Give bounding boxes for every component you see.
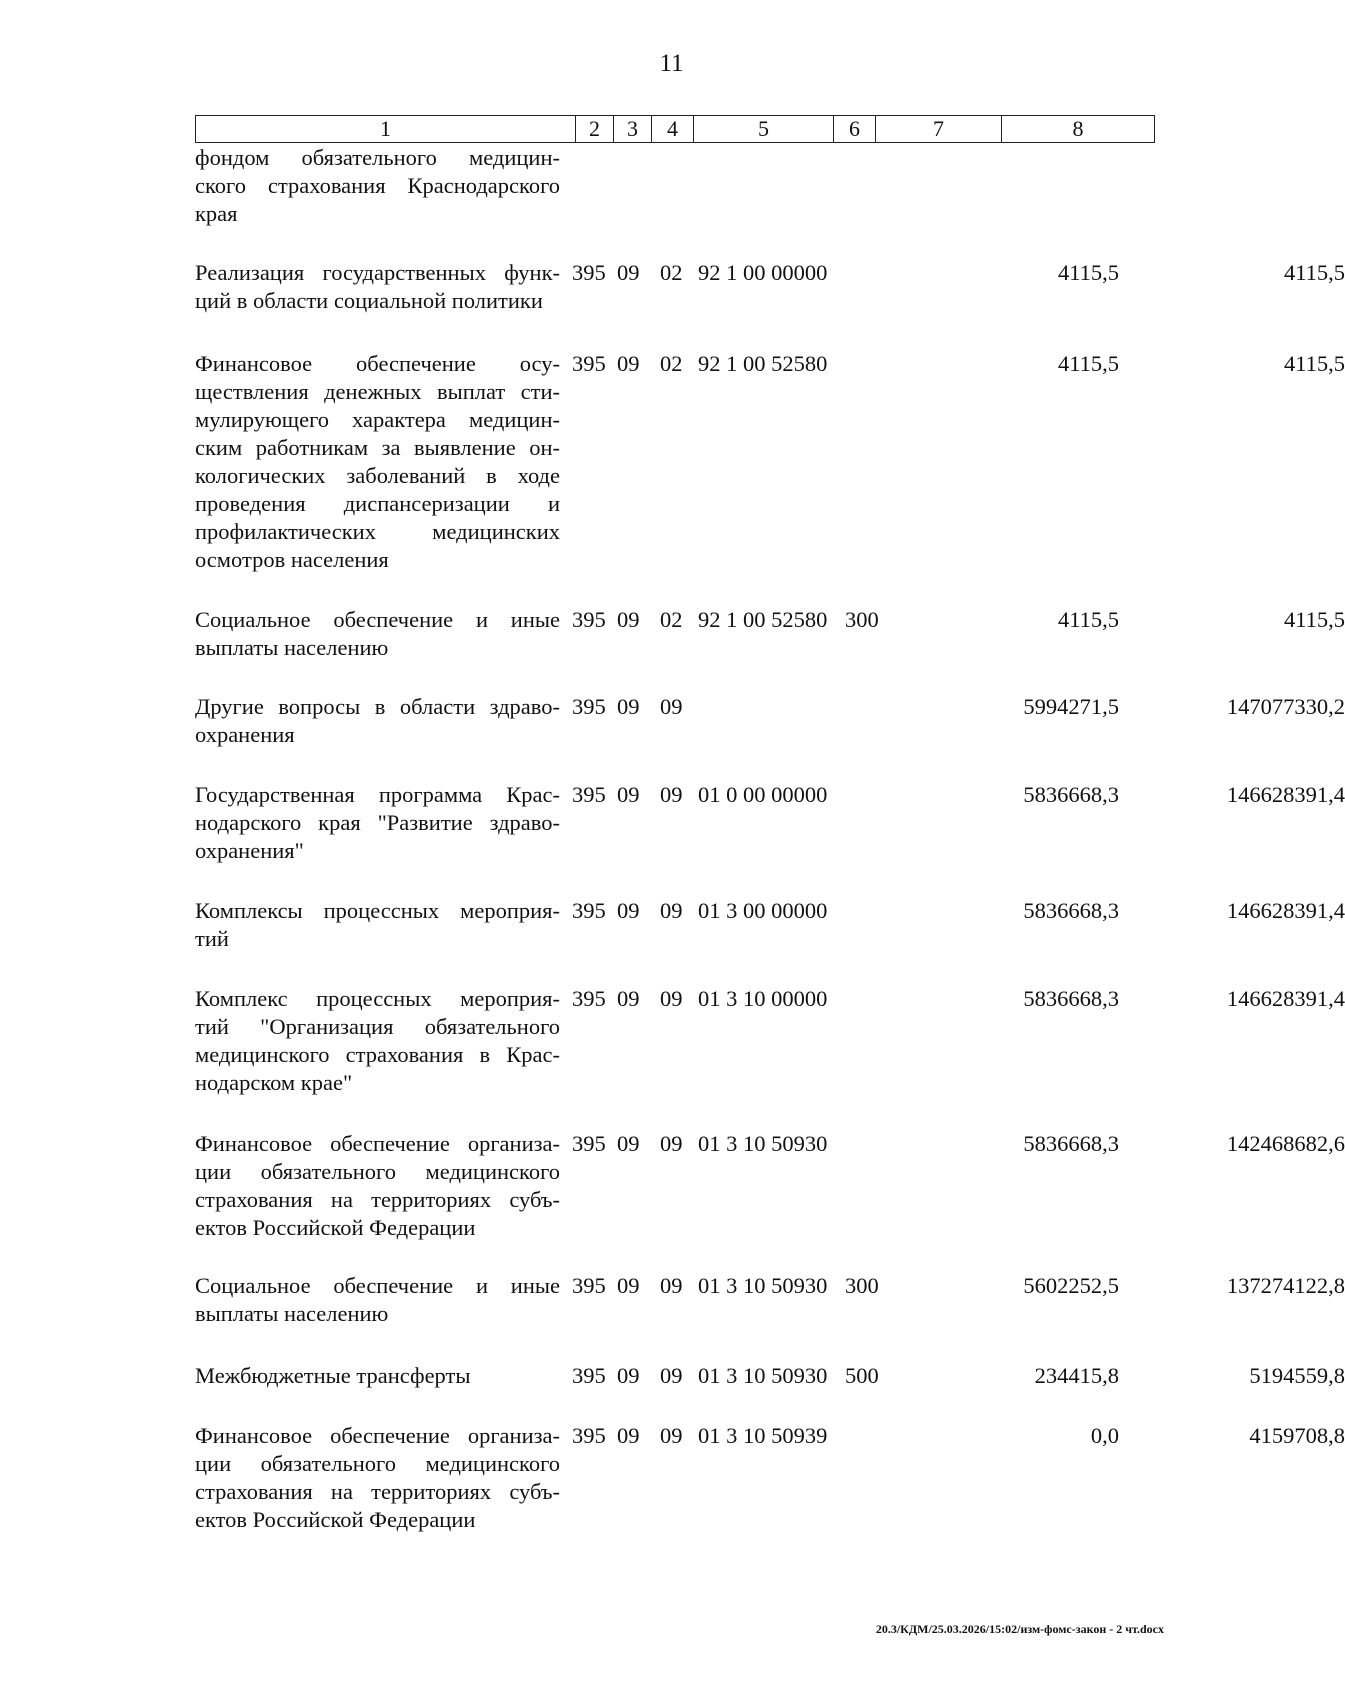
- column-5-value: 92 1 00 00000: [698, 260, 828, 285]
- column-5-value: 01 3 10 50939: [698, 1423, 828, 1448]
- description-line: ектов Российской Федерации: [195, 1507, 476, 1532]
- column-2-value: 395: [572, 607, 606, 632]
- column-5-value: 01 0 00 00000: [698, 782, 828, 807]
- column-3-value: 09: [617, 694, 640, 719]
- column-header-6: 6: [834, 116, 876, 143]
- description-line: нодарском крае": [195, 1070, 353, 1095]
- column-2-value: 395: [572, 986, 606, 1011]
- row-description: [195, 1130, 560, 1242]
- column-3-value: 09: [617, 986, 640, 1011]
- description-line: осмотров населения: [195, 547, 389, 572]
- row-description: [195, 606, 560, 662]
- description-line: ектов Российской Федерации: [195, 1215, 476, 1240]
- column-8-value: 5194559,8: [1249, 1363, 1345, 1388]
- description-line: Межбюджетные трансферты: [195, 1363, 471, 1388]
- row-description: [195, 144, 560, 228]
- column-5-value: 01 3 10 50930: [698, 1363, 828, 1388]
- column-header-8: 8: [1002, 116, 1155, 143]
- description-line: медицинского страхования в Крас-: [195, 1042, 560, 1067]
- description-line: проведения диспансеризации и: [195, 491, 560, 516]
- column-2-value: 395: [572, 260, 606, 285]
- column-8-value: 146628391,4: [1226, 986, 1345, 1011]
- column-2-value: 395: [572, 782, 606, 807]
- column-7-value: 4115,5: [1057, 260, 1119, 285]
- description-line: мулирующего характера медицин-: [195, 407, 560, 432]
- row-description: [195, 897, 560, 953]
- description-line: Социальное обеспечение и иные: [195, 607, 560, 632]
- column-3-value: 09: [617, 782, 640, 807]
- description-line: нодарского края "Развитие здраво-: [195, 810, 560, 835]
- column-7-value: 5836668,3: [1023, 782, 1119, 807]
- description-line: охранения: [195, 722, 295, 747]
- description-line: Финансовое обеспечение осу-: [195, 351, 560, 376]
- column-8-value: 4159708,8: [1249, 1423, 1345, 1448]
- column-header-1: 1: [196, 116, 576, 143]
- column-5-value: 01 3 10 50930: [698, 1131, 828, 1156]
- column-4-value: 09: [660, 1363, 683, 1388]
- description-line: края: [195, 201, 238, 226]
- column-8-value: 4115,5: [1283, 260, 1345, 285]
- description-line: Реализация государственных функ-: [195, 260, 560, 285]
- column-7-value: 4115,5: [1057, 351, 1119, 376]
- row-description: [195, 1272, 560, 1328]
- column-7-value: 5836668,3: [1023, 898, 1119, 923]
- description-line: Другие вопросы в области здраво-: [195, 694, 560, 719]
- column-6-value: 300: [845, 607, 879, 632]
- description-line: кологических заболеваний в ходе: [195, 463, 560, 488]
- description-line: тий: [195, 926, 229, 951]
- column-5-value: 92 1 00 52580: [698, 351, 828, 376]
- column-header-2: 2: [576, 116, 614, 143]
- column-5-value: 01 3 00 00000: [698, 898, 828, 923]
- column-header-table: [195, 115, 1155, 143]
- column-7-value: 234415,8: [1034, 1363, 1119, 1388]
- description-line: выплаты населению: [195, 635, 389, 660]
- column-3-value: 09: [617, 260, 640, 285]
- column-3-value: 09: [617, 1131, 640, 1156]
- description-line: фондом обязательного медицин-: [195, 145, 560, 170]
- column-2-value: 395: [572, 898, 606, 923]
- column-header-7: 7: [876, 116, 1002, 143]
- description-line: ции обязательного медицинского: [195, 1159, 560, 1184]
- column-8-value: 4115,5: [1283, 351, 1345, 376]
- description-line: Государственная программа Крас-: [195, 782, 560, 807]
- column-header-3: 3: [614, 116, 652, 143]
- column-2-value: 395: [572, 1273, 606, 1298]
- column-7-value: 5994271,5: [1023, 694, 1119, 719]
- description-line: Финансовое обеспечение организа-: [195, 1423, 560, 1448]
- column-8-value: 146628391,4: [1226, 782, 1345, 807]
- column-7-value: 5836668,3: [1023, 1131, 1119, 1156]
- description-line: тий "Организация обязательного: [195, 1014, 560, 1039]
- column-7-value: 4115,5: [1057, 607, 1119, 632]
- column-4-value: 02: [660, 260, 683, 285]
- description-line: ществления денежных выплат сти-: [195, 379, 560, 404]
- column-header-5: 5: [694, 116, 834, 143]
- column-8-value: 142468682,6: [1226, 1131, 1345, 1156]
- row-description: [195, 985, 560, 1097]
- row-description: [195, 259, 560, 315]
- column-4-value: 09: [660, 1273, 683, 1298]
- column-2-value: 395: [572, 1423, 606, 1448]
- row-description: [195, 1422, 560, 1534]
- description-line: страхования на территориях субъ-: [195, 1479, 560, 1504]
- column-6-value: 500: [845, 1363, 879, 1388]
- column-8-value: 147077330,2: [1226, 694, 1345, 719]
- column-8-value: 4115,5: [1283, 607, 1345, 632]
- document-footer: 20.3/КДМ/25.03.2026/15:02/изм-фомс-закон - 2 чт.docx: [875, 1622, 1164, 1636]
- column-4-value: 02: [660, 351, 683, 376]
- page-number: 11: [659, 50, 684, 77]
- column-8-value: 146628391,4: [1226, 898, 1345, 923]
- column-3-value: 09: [617, 898, 640, 923]
- column-4-value: 09: [660, 986, 683, 1011]
- description-line: профилактических медицинских: [195, 519, 560, 544]
- description-line: Финансовое обеспечение организа-: [195, 1131, 560, 1156]
- column-3-value: 09: [617, 1273, 640, 1298]
- description-line: Социальное обеспечение и иные: [195, 1273, 560, 1298]
- row-description: [195, 781, 560, 865]
- column-4-value: 09: [660, 898, 683, 923]
- row-description: [195, 693, 560, 749]
- description-line: ций в области социальной политики: [195, 288, 543, 313]
- description-line: выплаты населению: [195, 1301, 389, 1326]
- column-8-value: 137274122,8: [1226, 1273, 1345, 1298]
- column-4-value: 09: [660, 1423, 683, 1448]
- column-7-value: 5602252,5: [1023, 1273, 1119, 1298]
- column-3-value: 09: [617, 351, 640, 376]
- column-4-value: 02: [660, 607, 683, 632]
- description-line: ции обязательного медицинского: [195, 1451, 560, 1476]
- column-3-value: 09: [617, 1423, 640, 1448]
- column-5-value: 92 1 00 52580: [698, 607, 828, 632]
- column-3-value: 09: [617, 607, 640, 632]
- description-line: Комплекс процессных мероприя-: [195, 986, 560, 1011]
- row-description: [195, 350, 560, 574]
- column-header-4: 4: [652, 116, 694, 143]
- column-5-value: 01 3 10 50930: [698, 1273, 828, 1298]
- column-4-value: 09: [660, 694, 683, 719]
- column-4-value: 09: [660, 1131, 683, 1156]
- column-7-value: 0,0: [1090, 1423, 1119, 1448]
- description-line: Комплексы процессных мероприя-: [195, 898, 560, 923]
- description-line: ского страхования Краснодарского: [195, 173, 560, 198]
- column-2-value: 395: [572, 1131, 606, 1156]
- description-line: ским работникам за выявление он-: [195, 435, 560, 460]
- description-line: страхования на территориях субъ-: [195, 1187, 560, 1212]
- column-5-value: 01 3 10 00000: [698, 986, 828, 1011]
- column-2-value: 395: [572, 694, 606, 719]
- column-6-value: 300: [845, 1273, 879, 1298]
- column-2-value: 395: [572, 351, 606, 376]
- row-description: [195, 1362, 560, 1390]
- column-3-value: 09: [617, 1363, 640, 1388]
- column-7-value: 5836668,3: [1023, 986, 1119, 1011]
- description-line: охранения": [195, 838, 304, 863]
- column-4-value: 09: [660, 782, 683, 807]
- column-2-value: 395: [572, 1363, 606, 1388]
